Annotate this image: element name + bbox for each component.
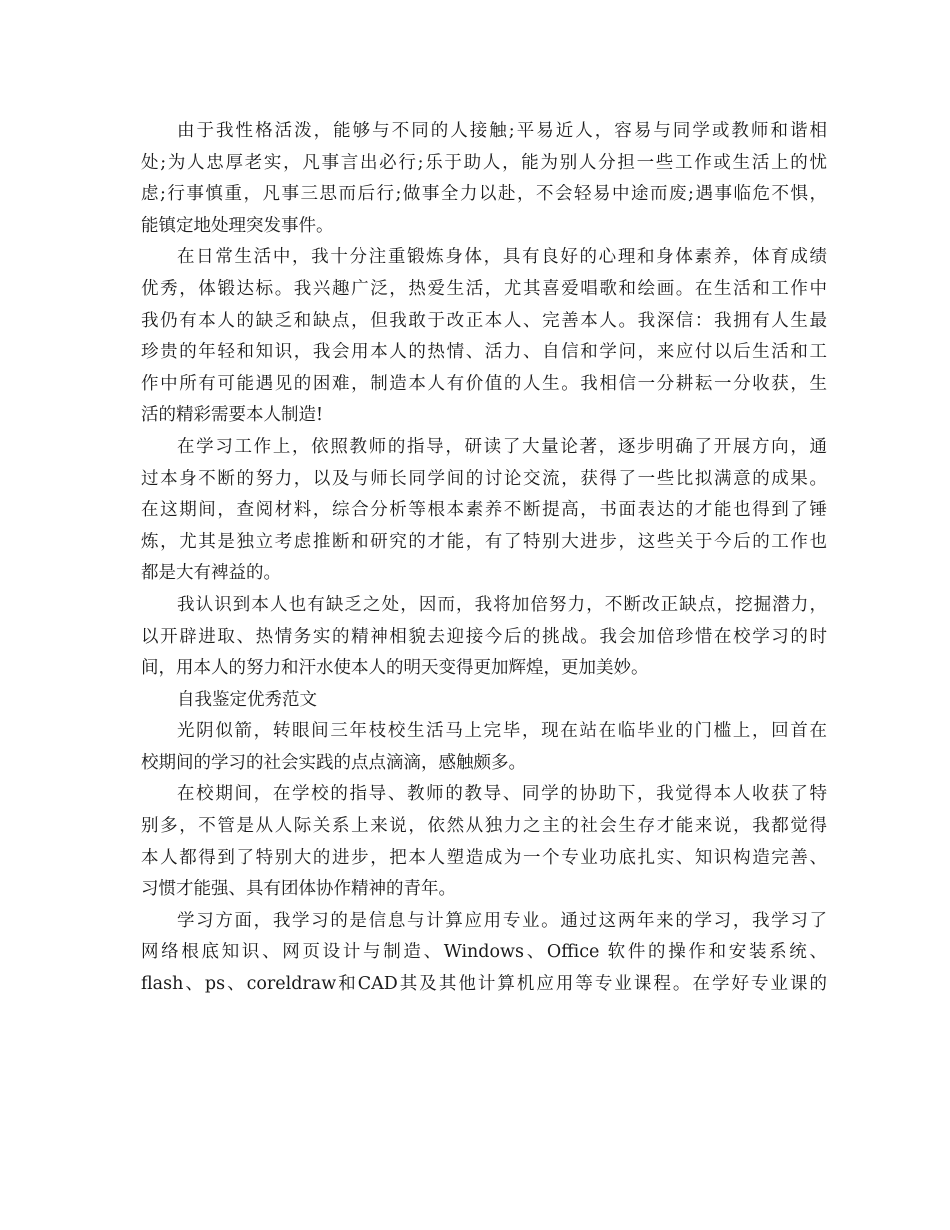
text-line: 本人都得到了特别大的进步，把本人塑造成为一个专业功底扎实、知识构造完善、 xyxy=(141,847,827,868)
text-line: 习惯才能强、具有团体协作精神的青年。 xyxy=(141,879,456,900)
paragraph-learning xyxy=(141,906,827,1001)
text-line: 处;为人忠厚老实，凡事言出必行;乐于助人，能为别人分担一些工作或生活上的忧 xyxy=(141,152,827,173)
text-line: 校期间的学习的社会实践的点点滴滴，感触颇多。 xyxy=(141,752,526,773)
section-title: 自我鉴定优秀范文 xyxy=(177,689,317,710)
paragraph-study-work xyxy=(141,432,827,590)
paragraph-school-period xyxy=(141,779,827,905)
text-line: 由于我性格活泼，能够与不同的人接触;平易近人，容易与同学或教师和谐相 xyxy=(177,121,827,141)
text-line: 间，用本人的努力和汗水使本人的明天变得更加辉煌，更加美妙。 xyxy=(141,658,649,679)
paragraph-daily-life xyxy=(141,242,827,432)
text-line: flash、ps、coreldraw和CAD其及其他计算机应用等专业课程。在学好专业课的 xyxy=(141,974,827,995)
text-line: 在日常生活中，我十分注重锻炼身体，具有良好的心理和身体素养，体育成绩 xyxy=(177,247,827,268)
text-line: 学习方面，我学习的是信息与计算应用专业。通过这两年来的学习，我学习了 xyxy=(177,910,827,931)
text-line: 作中所有可能遇见的困难，制造本人有价值的人生。我相信一分耕耘一分收获，生 xyxy=(141,373,827,394)
text-line: 珍贵的年轻和知识，我会用本人的热情、活力、自信和学问，来应付以后生活和工 xyxy=(141,342,827,363)
text-line: 在学习工作上，依照教师的指导，研读了大量论著，逐步明确了开展方向，通 xyxy=(177,436,827,457)
text-line: 在校期间，在学校的指导、教师的教导、同学的协助下，我觉得本人收获了特 xyxy=(177,784,827,805)
document-body xyxy=(141,116,827,1001)
paragraph-personality xyxy=(141,116,827,242)
text-line: 炼，尤其是独立考虑推断和研究的才能，有了特别大进步，这些关于今后的工作也 xyxy=(141,531,827,552)
text-line: 活的精彩需要本人制造! xyxy=(141,405,324,426)
text-line: 我认识到本人也有缺乏之处，因而，我将加倍努力，不断改正缺点，挖掘潜力， xyxy=(177,594,827,615)
text-line: 能镇定地处理突发事件。 xyxy=(141,215,334,236)
text-line: 光阴似箭，转眼间三年枝校生活马上完毕，现在站在临毕业的门槛上，回首在 xyxy=(177,721,827,742)
text-line: 过本身不断的努力，以及与师长同学间的讨论交流，获得了一些比拟满意的成果。 xyxy=(141,468,827,489)
text-line: 在这期间，查阅材料，综合分析等根本素养不断提高，书面表达的才能也得到了锤 xyxy=(141,500,827,521)
paragraph-time-flies xyxy=(141,716,827,779)
paragraph-shortcomings xyxy=(141,590,827,685)
text-line: 我仍有本人的缺乏和缺点，但我敢于改正本人、完善本人。我深信：我拥有人生最 xyxy=(141,310,827,331)
text-line: 以开辟进取、热情务实的精神相貌去迎接今后的挑战。我会加倍珍惜在校学习的时 xyxy=(141,626,827,647)
text-line: 别多，不管是从人际关系上来说，依然从独力之主的社会生存才能来说，我都觉得 xyxy=(141,816,827,837)
text-line: 网络根底知识、网页设计与制造、Windows、Office 软件的操作和安装系统、 xyxy=(141,942,827,963)
text-line: 都是大有裨益的。 xyxy=(141,563,281,584)
text-line: 优秀，体锻达标。我兴趣广泛，热爱生活，尤其喜爱唱歌和绘画。在生活和工作中 xyxy=(141,278,827,299)
section-heading xyxy=(141,685,827,717)
text-line: 虑;行事慎重，凡事三思而后行;做事全力以赴，不会轻易中途而废;遇事临危不惧， xyxy=(141,184,827,205)
